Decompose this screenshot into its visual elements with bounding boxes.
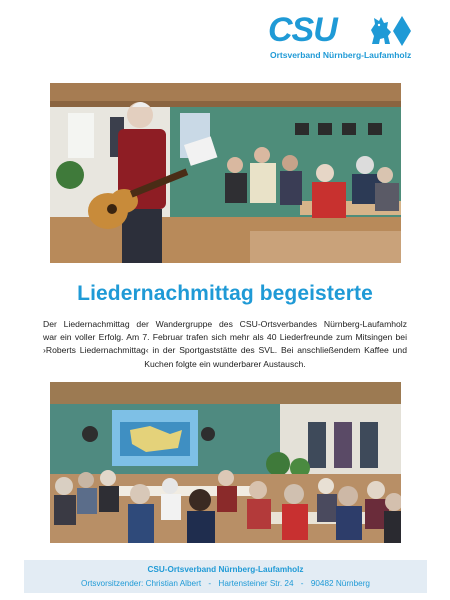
article-line: war ein voller Erfolg. Am 7. Februar trafen sich mehr als 40 Liederfreunde zum Mitsingen bei (43, 332, 407, 343)
footer-street: Hartensteiner Str. 24 (218, 579, 294, 588)
article-line: Der Liedernachmittag der Wandergruppe des CSU-Ortsverbandes Nürnberg-Laufamholz (43, 319, 407, 329)
article-headline: Liedernachmittag begeisterte (77, 282, 373, 305)
logo-wordmark: CSU (268, 11, 337, 49)
footer-title: CSU-Ortsverband Nürnberg-Laufamholz (147, 565, 304, 574)
article-line: Kuchen folgte ein wunderbarer Austausch. (144, 358, 306, 369)
footer-separator: - (300, 579, 304, 588)
footer-chair: Ortsvorsitzender: Christian Albert (80, 579, 202, 588)
photo-audience-with-projection (50, 382, 401, 543)
article-body (43, 318, 407, 371)
footer-address (24, 579, 427, 588)
photo-guitar-player-event (50, 83, 401, 263)
csu-logo (268, 12, 416, 64)
lion-diamond-icon (366, 14, 412, 48)
footer-separator: - (208, 579, 212, 588)
article-line: ›Roberts Liedernachmittag‹ in der Sportgaststätte des SVL. Bei anschließendem Kaffee und (43, 345, 407, 356)
footer-city: 90482 Nürnberg (310, 579, 370, 588)
logo-subtitle: Ortsverband Nürnberg-Laufamholz (270, 50, 412, 60)
footer-bar (24, 560, 427, 593)
